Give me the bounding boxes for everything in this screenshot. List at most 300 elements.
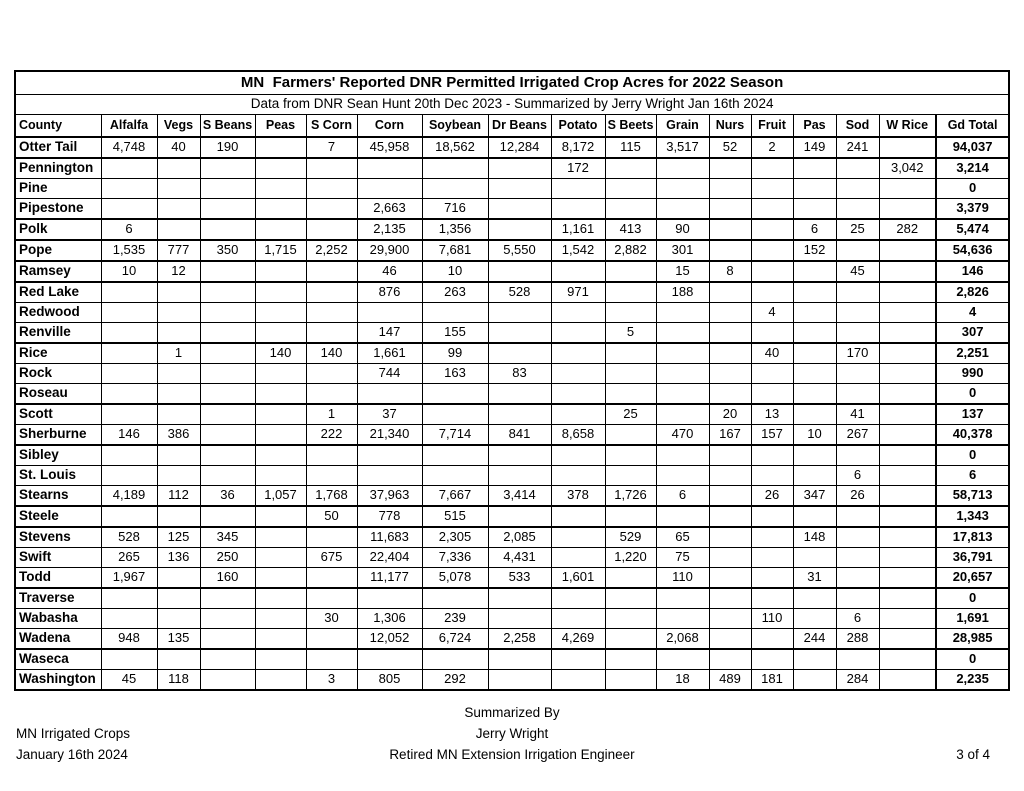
value-cell	[488, 303, 551, 323]
value-cell: 267	[836, 425, 879, 446]
value-cell: 244	[793, 629, 836, 650]
value-cell: 8,172	[551, 137, 605, 158]
column-header: S Beans	[200, 115, 255, 138]
value-cell	[157, 568, 200, 589]
table-row	[15, 445, 1009, 466]
table-title: MN Farmers' Reported DNR Permitted Irrigated Crop Acres for 2022 Season	[15, 71, 1009, 95]
value-cell: 6	[101, 219, 157, 240]
table-row	[15, 137, 1009, 158]
value-cell	[306, 261, 357, 282]
value-cell	[551, 466, 605, 486]
value-cell	[422, 158, 488, 179]
value-cell: 284	[836, 670, 879, 691]
value-cell: 136	[157, 548, 200, 568]
value-cell	[200, 364, 255, 384]
value-cell	[101, 199, 157, 220]
table-row	[15, 282, 1009, 303]
value-cell: 188	[656, 282, 709, 303]
value-cell	[255, 323, 306, 344]
value-cell	[751, 323, 793, 344]
value-cell: 263	[422, 282, 488, 303]
value-cell	[255, 261, 306, 282]
column-header: Pas	[793, 115, 836, 138]
value-cell	[101, 649, 157, 670]
value-cell	[422, 588, 488, 609]
footer-author-title: Retired MN Extension Irrigation Engineer	[389, 747, 635, 762]
value-cell: 350	[200, 240, 255, 261]
value-cell	[551, 261, 605, 282]
value-cell	[793, 670, 836, 691]
value-cell	[879, 137, 936, 158]
value-cell	[879, 384, 936, 405]
table-row	[15, 629, 1009, 650]
value-cell: 3,042	[879, 158, 936, 179]
table-row	[15, 158, 1009, 179]
value-cell	[488, 670, 551, 691]
value-cell	[751, 158, 793, 179]
grand-total-cell: 5,474	[936, 219, 1009, 240]
grand-total-cell: 3,214	[936, 158, 1009, 179]
value-cell	[605, 445, 656, 466]
value-cell	[551, 179, 605, 199]
value-cell	[306, 303, 357, 323]
value-cell: 115	[605, 137, 656, 158]
footer-page-number: 3 of 4	[956, 747, 990, 762]
value-cell: 876	[357, 282, 422, 303]
value-cell	[879, 282, 936, 303]
county-cell: Todd	[15, 568, 101, 589]
value-cell: 15	[656, 261, 709, 282]
value-cell: 8	[709, 261, 751, 282]
value-cell	[306, 588, 357, 609]
value-cell	[709, 445, 751, 466]
value-cell: 37,963	[357, 486, 422, 507]
value-cell	[793, 466, 836, 486]
value-cell	[793, 404, 836, 425]
value-cell	[879, 486, 936, 507]
value-cell: 52	[709, 137, 751, 158]
value-cell: 167	[709, 425, 751, 446]
value-cell	[793, 261, 836, 282]
value-cell	[793, 609, 836, 629]
value-cell: 528	[101, 527, 157, 548]
table-head	[15, 71, 1009, 137]
column-header: Fruit	[751, 115, 793, 138]
value-cell: 6	[656, 486, 709, 507]
value-cell: 11,177	[357, 568, 422, 589]
value-cell	[255, 670, 306, 691]
value-cell	[200, 343, 255, 364]
county-cell: Scott	[15, 404, 101, 425]
value-cell	[255, 158, 306, 179]
value-cell	[879, 670, 936, 691]
value-cell	[879, 261, 936, 282]
grand-total-cell: 990	[936, 364, 1009, 384]
county-cell: Pope	[15, 240, 101, 261]
value-cell: 26	[836, 486, 879, 507]
value-cell: 2	[751, 137, 793, 158]
value-cell	[751, 445, 793, 466]
column-header: S Beets	[605, 115, 656, 138]
value-cell: 18	[656, 670, 709, 691]
value-cell: 147	[357, 323, 422, 344]
value-cell: 1,661	[357, 343, 422, 364]
value-cell: 288	[836, 629, 879, 650]
value-cell	[357, 179, 422, 199]
column-header: Vegs	[157, 115, 200, 138]
value-cell	[255, 364, 306, 384]
value-cell	[793, 649, 836, 670]
value-cell	[157, 158, 200, 179]
value-cell: 7,336	[422, 548, 488, 568]
grand-total-cell: 0	[936, 445, 1009, 466]
value-cell	[879, 506, 936, 527]
value-cell	[255, 445, 306, 466]
value-cell: 148	[793, 527, 836, 548]
value-cell: 13	[751, 404, 793, 425]
value-cell	[709, 303, 751, 323]
value-cell	[879, 199, 936, 220]
grand-total-cell: 146	[936, 261, 1009, 282]
value-cell	[101, 588, 157, 609]
value-cell	[709, 179, 751, 199]
value-cell	[836, 199, 879, 220]
grand-total-cell: 28,985	[936, 629, 1009, 650]
value-cell	[255, 137, 306, 158]
value-cell: 4	[751, 303, 793, 323]
value-cell	[200, 649, 255, 670]
value-cell	[488, 384, 551, 405]
value-cell	[357, 158, 422, 179]
value-cell	[357, 384, 422, 405]
value-cell: 29,900	[357, 240, 422, 261]
value-cell: 4,748	[101, 137, 157, 158]
crop-acres-table	[14, 70, 1010, 691]
table-row	[15, 219, 1009, 240]
value-cell	[422, 384, 488, 405]
value-cell: 3,517	[656, 137, 709, 158]
grand-total-cell: 2,251	[936, 343, 1009, 364]
value-cell: 716	[422, 199, 488, 220]
value-cell	[656, 588, 709, 609]
value-cell	[157, 364, 200, 384]
table-row	[15, 240, 1009, 261]
value-cell	[751, 588, 793, 609]
table-row	[15, 486, 1009, 507]
value-cell	[656, 303, 709, 323]
value-cell: 146	[101, 425, 157, 446]
value-cell: 4,431	[488, 548, 551, 568]
county-cell: Swift	[15, 548, 101, 568]
value-cell: 135	[157, 629, 200, 650]
value-cell	[551, 588, 605, 609]
value-cell	[709, 199, 751, 220]
value-cell	[488, 158, 551, 179]
table-row	[15, 343, 1009, 364]
table-row	[15, 649, 1009, 670]
value-cell: 4,189	[101, 486, 157, 507]
value-cell	[836, 158, 879, 179]
grand-total-cell: 2,235	[936, 670, 1009, 691]
value-cell	[157, 303, 200, 323]
value-cell	[306, 629, 357, 650]
value-cell	[101, 404, 157, 425]
value-cell	[656, 404, 709, 425]
grand-total-cell: 2,826	[936, 282, 1009, 303]
column-header: W Rice	[879, 115, 936, 138]
value-cell	[836, 548, 879, 568]
value-cell	[836, 240, 879, 261]
value-cell	[255, 404, 306, 425]
value-cell: 20	[709, 404, 751, 425]
value-cell: 41	[836, 404, 879, 425]
value-cell	[709, 649, 751, 670]
value-cell: 5,550	[488, 240, 551, 261]
value-cell: 1,220	[605, 548, 656, 568]
value-cell: 22,404	[357, 548, 422, 568]
value-cell	[605, 568, 656, 589]
value-cell	[255, 219, 306, 240]
value-cell: 37	[357, 404, 422, 425]
value-cell: 529	[605, 527, 656, 548]
column-header: Nurs	[709, 115, 751, 138]
value-cell	[157, 282, 200, 303]
grand-total-cell: 54,636	[936, 240, 1009, 261]
value-cell	[422, 179, 488, 199]
value-cell	[605, 384, 656, 405]
value-cell	[488, 343, 551, 364]
value-cell	[656, 506, 709, 527]
value-cell	[357, 303, 422, 323]
value-cell	[101, 384, 157, 405]
value-cell: 12,284	[488, 137, 551, 158]
table-row	[15, 425, 1009, 446]
value-cell	[709, 282, 751, 303]
county-cell: Otter Tail	[15, 137, 101, 158]
value-cell: 386	[157, 425, 200, 446]
value-cell	[793, 384, 836, 405]
county-cell: Sherburne	[15, 425, 101, 446]
value-cell: 265	[101, 548, 157, 568]
table-row	[15, 527, 1009, 548]
value-cell	[879, 466, 936, 486]
value-cell	[551, 199, 605, 220]
value-cell	[422, 303, 488, 323]
value-cell	[157, 219, 200, 240]
value-cell	[357, 588, 422, 609]
value-cell: 7,714	[422, 425, 488, 446]
value-cell	[709, 629, 751, 650]
value-cell	[751, 466, 793, 486]
value-cell: 6,724	[422, 629, 488, 650]
value-cell: 2,068	[656, 629, 709, 650]
county-cell: Rice	[15, 343, 101, 364]
value-cell: 10	[422, 261, 488, 282]
value-cell: 7,667	[422, 486, 488, 507]
value-cell	[879, 527, 936, 548]
county-cell: Pennington	[15, 158, 101, 179]
county-cell: Washington	[15, 670, 101, 691]
value-cell	[605, 629, 656, 650]
grand-total-cell: 40,378	[936, 425, 1009, 446]
value-cell: 347	[793, 486, 836, 507]
value-cell: 181	[751, 670, 793, 691]
value-cell: 1,356	[422, 219, 488, 240]
value-cell	[422, 466, 488, 486]
value-cell	[656, 466, 709, 486]
county-cell: Wadena	[15, 629, 101, 650]
value-cell: 1,768	[306, 486, 357, 507]
value-cell	[709, 158, 751, 179]
value-cell	[488, 404, 551, 425]
value-cell: 125	[157, 527, 200, 548]
value-cell	[200, 261, 255, 282]
value-cell: 3	[306, 670, 357, 691]
value-cell: 2,252	[306, 240, 357, 261]
value-cell	[488, 506, 551, 527]
value-cell	[879, 425, 936, 446]
value-cell: 140	[306, 343, 357, 364]
value-cell	[656, 364, 709, 384]
value-cell: 1,726	[605, 486, 656, 507]
value-cell	[306, 364, 357, 384]
table-row	[15, 323, 1009, 344]
value-cell	[709, 466, 751, 486]
value-cell	[200, 158, 255, 179]
value-cell: 1,601	[551, 568, 605, 589]
value-cell: 12	[157, 261, 200, 282]
column-header: County	[15, 115, 101, 138]
value-cell: 21,340	[357, 425, 422, 446]
value-cell	[709, 486, 751, 507]
value-cell: 30	[306, 609, 357, 629]
value-cell	[551, 364, 605, 384]
value-cell	[751, 179, 793, 199]
value-cell	[101, 445, 157, 466]
value-cell	[488, 199, 551, 220]
value-cell	[255, 629, 306, 650]
county-cell: Sibley	[15, 445, 101, 466]
grand-total-cell: 17,813	[936, 527, 1009, 548]
value-cell: 11,683	[357, 527, 422, 548]
value-cell: 118	[157, 670, 200, 691]
value-cell	[879, 445, 936, 466]
grand-total-cell: 20,657	[936, 568, 1009, 589]
value-cell	[709, 219, 751, 240]
county-cell: Pipestone	[15, 199, 101, 220]
value-cell	[101, 364, 157, 384]
value-cell	[551, 649, 605, 670]
value-cell: 1	[306, 404, 357, 425]
value-cell	[157, 323, 200, 344]
value-cell: 1,161	[551, 219, 605, 240]
table-row	[15, 199, 1009, 220]
column-header: Gd Total	[936, 115, 1009, 138]
value-cell	[751, 240, 793, 261]
value-cell	[357, 445, 422, 466]
value-cell	[200, 629, 255, 650]
value-cell	[488, 445, 551, 466]
value-cell	[200, 303, 255, 323]
value-cell	[605, 158, 656, 179]
table-row	[15, 506, 1009, 527]
value-cell: 533	[488, 568, 551, 589]
value-cell	[709, 343, 751, 364]
value-cell: 3,414	[488, 486, 551, 507]
value-cell: 241	[836, 137, 879, 158]
table-subtitle-row	[15, 95, 1009, 115]
value-cell: 10	[101, 261, 157, 282]
value-cell	[200, 609, 255, 629]
value-cell: 4,269	[551, 629, 605, 650]
value-cell	[422, 445, 488, 466]
value-cell	[836, 568, 879, 589]
value-cell	[551, 343, 605, 364]
value-cell	[605, 506, 656, 527]
value-cell: 2,882	[605, 240, 656, 261]
value-cell	[656, 199, 709, 220]
grand-total-cell: 3,379	[936, 199, 1009, 220]
table-subtitle: Data from DNR Sean Hunt 20th Dec 2023 - Summarized by Jerry Wright Jan 16th 2024	[15, 95, 1009, 115]
county-cell: Waseca	[15, 649, 101, 670]
value-cell	[255, 527, 306, 548]
value-cell	[357, 466, 422, 486]
value-cell	[255, 384, 306, 405]
value-cell	[551, 303, 605, 323]
county-cell: Pine	[15, 179, 101, 199]
value-cell: 301	[656, 240, 709, 261]
value-cell: 6	[836, 609, 879, 629]
value-cell: 805	[357, 670, 422, 691]
value-cell	[306, 179, 357, 199]
grand-total-cell: 1,343	[936, 506, 1009, 527]
value-cell	[836, 506, 879, 527]
value-cell	[656, 179, 709, 199]
value-cell: 40	[751, 343, 793, 364]
value-cell: 2,305	[422, 527, 488, 548]
value-cell	[751, 384, 793, 405]
value-cell: 239	[422, 609, 488, 629]
value-cell	[836, 445, 879, 466]
value-cell	[551, 548, 605, 568]
value-cell	[101, 506, 157, 527]
value-cell	[605, 670, 656, 691]
value-cell: 971	[551, 282, 605, 303]
value-cell	[255, 303, 306, 323]
value-cell	[255, 466, 306, 486]
value-cell	[793, 199, 836, 220]
value-cell	[157, 384, 200, 405]
grand-total-cell: 0	[936, 649, 1009, 670]
value-cell: 345	[200, 527, 255, 548]
county-cell: Red Lake	[15, 282, 101, 303]
value-cell	[200, 404, 255, 425]
value-cell	[488, 609, 551, 629]
value-cell	[200, 670, 255, 691]
value-cell	[879, 240, 936, 261]
value-cell: 378	[551, 486, 605, 507]
county-cell: Roseau	[15, 384, 101, 405]
value-cell	[306, 199, 357, 220]
value-cell	[879, 629, 936, 650]
value-cell	[656, 158, 709, 179]
value-cell	[200, 445, 255, 466]
value-cell	[255, 649, 306, 670]
column-header: Soybean	[422, 115, 488, 138]
value-cell	[101, 466, 157, 486]
grand-total-cell: 0	[936, 179, 1009, 199]
value-cell: 160	[200, 568, 255, 589]
